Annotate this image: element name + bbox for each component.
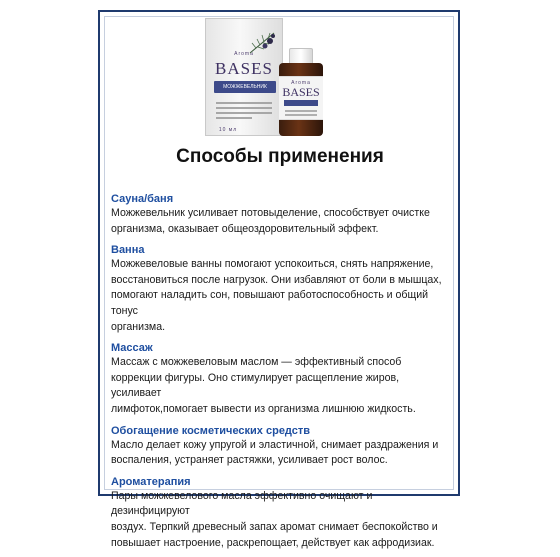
section-heading: Ароматерапия <box>111 475 191 488</box>
bottle-label-line <box>285 114 317 116</box>
section-body <box>111 489 451 551</box>
usage-section <box>111 192 451 237</box>
box-band-text: МОЖЖЕВЕЛЬНИК <box>223 84 267 90</box>
usage-section <box>111 243 451 335</box>
bottle-label <box>279 76 323 120</box>
usage-section <box>111 424 451 469</box>
box-brand-top: Aroma <box>234 51 254 57</box>
usage-section <box>111 475 451 551</box>
section-body <box>111 438 451 469</box>
section-body-line: Пары можжевелового масла эффективно очищают и дезинфицируют <box>111 489 373 518</box>
section-body-line: организма. <box>111 320 166 333</box>
bottle-band <box>284 100 318 106</box>
usage-section <box>111 341 451 417</box>
juniper-branch-icon <box>248 29 278 55</box>
section-body-line: Можжевельник усиливает потовыделение, способствует очистке <box>111 207 430 219</box>
bottle-label-line <box>285 110 317 112</box>
box-brand: BASES <box>215 59 273 78</box>
box-band <box>214 81 276 93</box>
box-text-lines <box>206 99 282 119</box>
page-title: Способы применения <box>176 146 384 167</box>
section-body-line: Массаж с можжевеловым маслом — эффективный способ <box>111 356 402 369</box>
section-heading: Ванна <box>111 244 145 257</box>
section-body-line: воспаления, устраняет растяжки, усиливает рост волос. <box>111 454 388 467</box>
product-bottle <box>277 48 325 136</box>
section-body <box>111 206 451 237</box>
section-heading: Обогащение косметических средств <box>111 424 311 437</box>
section-body-line: организма, оказывает общеоздоровительный эффект. <box>111 222 379 235</box>
section-body <box>111 355 451 417</box>
section-body-line: лимфоток,помогает вывести из организма лишнюю жидкость. <box>111 402 416 415</box>
section-body <box>111 257 451 335</box>
section-body-line: Масло делает кожу упругой и эластичной, снимает раздражения и <box>111 438 439 451</box>
section-body-line: воздух. Терпкий древесный запах аромат снимает беспокойство и <box>111 520 438 533</box>
section-body-line: коррекции фигуры. Оно стимулирует расщепление жиров, усиливает <box>111 371 400 400</box>
section-heading: Массаж <box>111 342 153 355</box>
section-body-line: восстановиться после нагрузок. Они избавляют от боли в мышцах, <box>111 273 442 286</box>
section-heading: Сауна/баня <box>111 193 174 205</box>
bottle-brand-top: Aroma <box>291 80 311 86</box>
section-body-line: повышает настроение, раскрепощает, действует как афродизиак. <box>111 536 435 549</box>
bottle-brand: BASES <box>282 85 320 99</box>
section-body-line: Можжевеловые ванны помогают успокоиться, снять напряжение, <box>111 258 434 271</box>
section-body-line: помогают наладить сон, повышают работоспособность и общий тонус <box>111 289 429 317</box>
product-image <box>205 12 355 140</box>
bottle-cap <box>289 48 313 64</box>
box-volume: 10 мл <box>218 127 238 133</box>
product-box <box>205 18 283 136</box>
usage-sections <box>111 192 451 557</box>
